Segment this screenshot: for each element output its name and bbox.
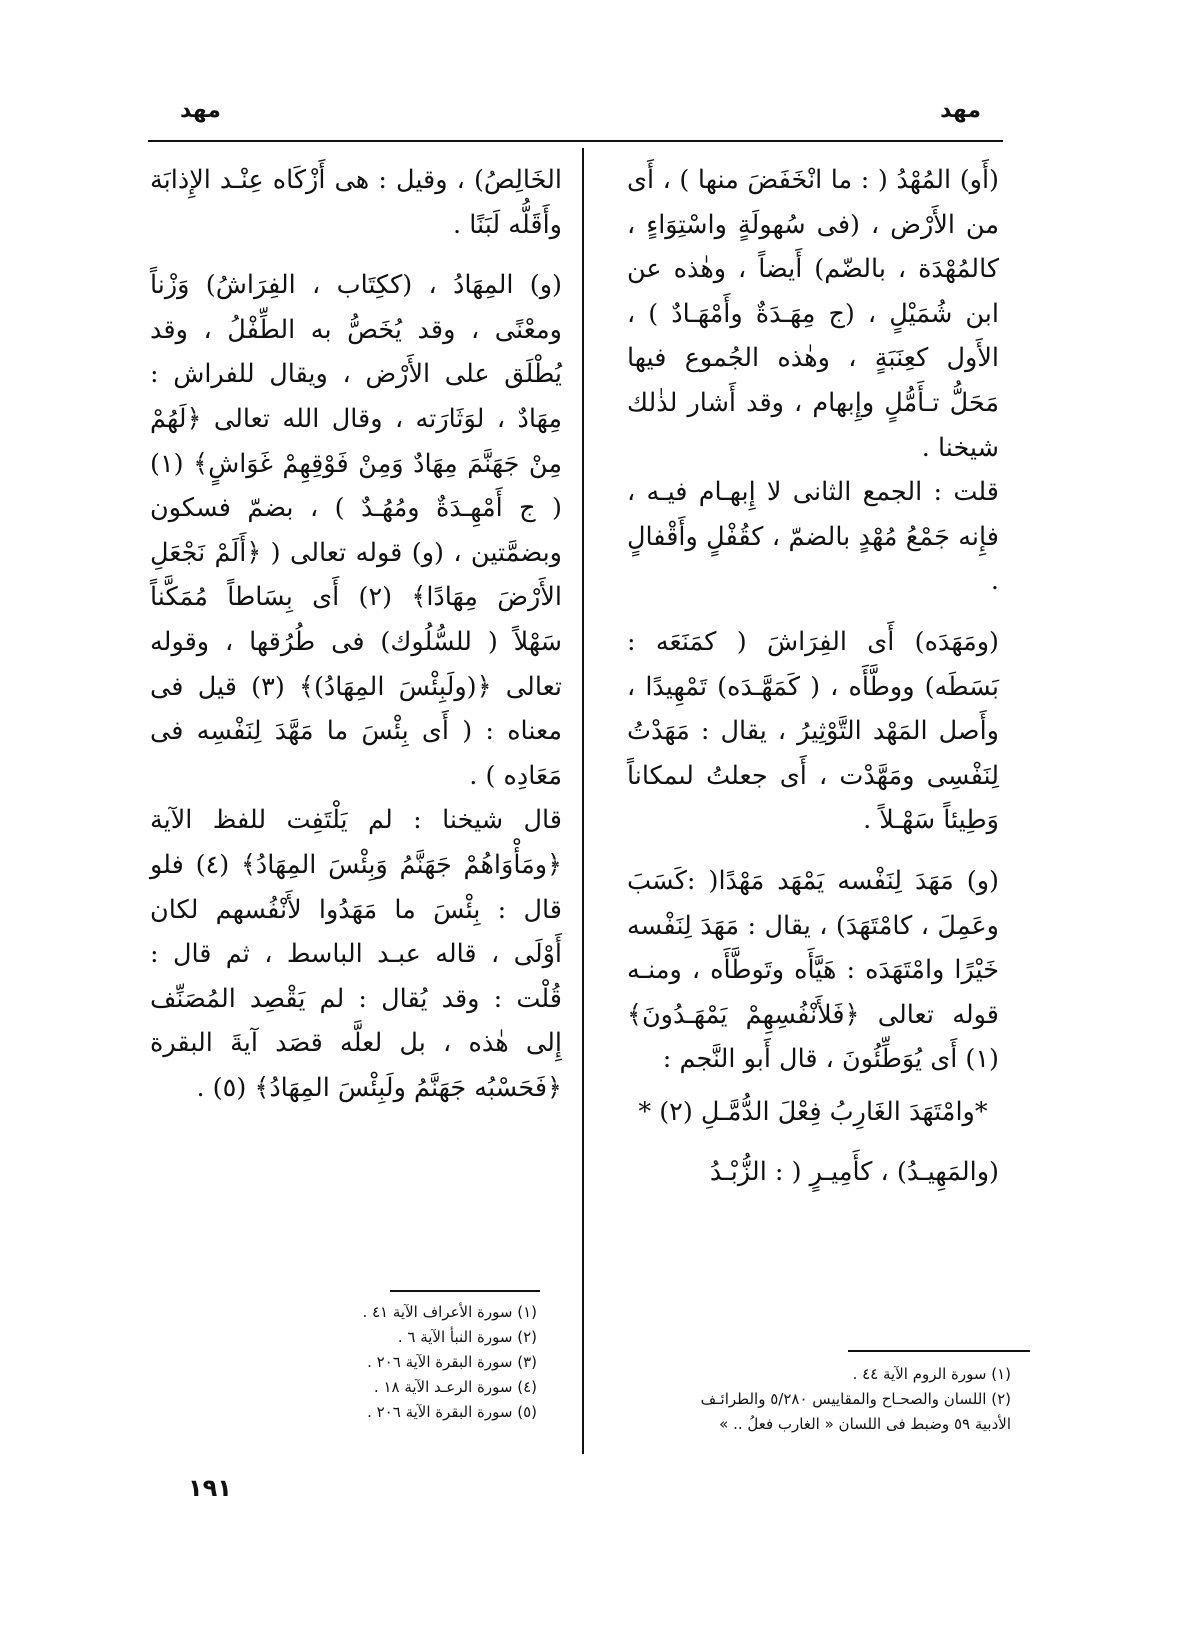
paragraph: قال شيخنا : لم يَلْتَفِت للفظ الآية ﴿ومَأْوَاهُمْ جَهَنَّمُ وَبِئْسَ المِهَادُ﴾ (٤) فلو قال : بِئْسَ ما مَهَدُوا لأَنْفُسهم لكان أَوْلَى ، قاله عبـد الباسط ، ثم قال : قُلْت : وقد يُقال : لم يَقْصِد المُصَنِّف إِلى هٰذه ، بل لعلَّه قصَد آيةَ البقرة ﴿فَحَسْبُه جَهَنَّمُ ولَبِئْسَ المِهَادُ﴾ (٥) . [150, 805, 562, 1103]
paragraph: (و) المِهَادُ ، (ككِتَاب ، الفِرَاشُ) وَزْناً ومعْنًى ، وقد يُخَصُّ به الطِّفْلُ ، وقد يُطْلَق على الأَرْض ، ويقال للفراش : مِهَادٌ ، لوَثَارَته ، وقال الله تعالى ﴿لَهُمْ مِنْ جَهَنَّمَ مِهَادٌ وَمِنْ فَوْقِهِمْ غَوَاشٍ﴾ (١) ( ج أَمْهِـدَةٌ ومُهُـدٌ ) ، بضمّ فسكون وبضمَّتين ، (و) قوله تعالى ( ﴿أَلَمْ نَجْعَلِ الأَرْضَ مِهَادًا﴾ (٢) أَى بِسَاطاً مُمَكَّناً سَهْلاً ( للسُّلُوك) فى طُرُقها ، وقوله تعالى ﴿(ولَبِئْسَ المِهَادُ)﴾ (٣) قيل فى معناه : ( أَى بِئْسَ ما مَهَّدَ لِنَفْسِه فى مَعَادِه ) . [150, 270, 562, 791]
footnote-rule-right [848, 1350, 1030, 1352]
page-number: ١٩١ [188, 1474, 232, 1502]
left-column [150, 158, 562, 1110]
paragraph: قلت : الجمع الثانى لا إِبهـام فيـه ، فإِنه جَمْعُ مُهْدٍ بالضمّ ، كقُفْلٍ وأَقْفالٍ . [627, 477, 999, 597]
footnotes-left [237, 1300, 537, 1425]
footnote: (٢) اللسان والصحـاح والمقاييس ٥/٢٨٠ والطرائـف [700, 1390, 1011, 1408]
footnote: (٤) سورة الرعـد الآية ١٨ . [373, 1378, 537, 1396]
footnote: الأدبية ٥٩ وضبط فى اللسان « الغارب فعلُ .. » [719, 1415, 1011, 1433]
footnote: (١) سورة الأعراف الآية ٤١ . [362, 1303, 537, 1321]
poetry-verse: *وامْتَهَدَ الغَارِبُ فِعْلَ الدُّمَّـلِ (٢) * [638, 1096, 988, 1127]
header-keyword-left: مهد [180, 98, 221, 123]
footnote: (٢) سورة النبأ الآية ٦ . [397, 1328, 537, 1346]
paragraph: (و) مَهَدَ لِنَفْسه يَمْهَد مَهْدًا( :كَسَبَ وعَمِلَ ، كامْتَهَدَ) ، يقال : مَهَدَ لِنَفْسه خَيْرًا وامْتَهَدَه : هَيَّأَه وتَوطَّأَه ، ومنـه قوله تعالى ﴿فَلأَنْفُسِهِمْ يَمْهَـدُونَ﴾ (١) أَى يُوَطِّئُونَ ، قال أَبو النَّجم : [627, 865, 999, 1075]
footnote: (٥) سورة البقرة الآية ٢٠٦ . [367, 1403, 537, 1421]
header-keyword-right: مهد [940, 98, 981, 123]
footnote: (٣) سورة البقرة الآية ٢٠٦ . [367, 1353, 537, 1371]
paragraph: (أَو) المُهْدُ ( : ما انْخَفَضَ منها ) ، أَى من الأَرْض ، (فى سُهولَةٍ واسْتِوَاءٍ ، كالمُهْدَة ، بالضّم) أَيضاً ، وهٰذه عن ابن شُمَيْلٍ ، (ج مِهَـدَةٌ وأَمْهَـادٌ ) ، الأَول كعِنَبَةٍ ، وهٰذه الجُموع فيها مَحَلُّ تـأَمُّلٍ وإِبهام ، وقد أَشار لذٰلك شيخنا . [627, 165, 999, 463]
paragraph: (ومَهَدَه) أَى الفِرَاشَ ( كمَنَعَه : بَسَطَه) ووطَّأَه ، ( كَمَهَّـدَه) تَمْهِيدًا ، وأَصل المَهْد التَّوْثِيرُ ، يقال : مَهَدْتُ لِنَفْسِى ومَهَّدْت ، أَى جعلتُ لىمكاناً وَطِيئاً سَهْـلاً . [627, 626, 999, 836]
right-column [627, 158, 999, 1195]
footnote-rule-left [390, 1290, 540, 1292]
paragraph: الخَالِصُ) ، وقيل : هى أَزْكَاه عِنْـد الإِذابَة وأَقَلُّه لَبَنًا . [150, 165, 562, 240]
paragraph: (والمَهِيـدُ) ، كأَمِيـرٍ ( : الزُّبْـدُ [709, 1157, 999, 1188]
header-rule [148, 140, 1003, 142]
footnotes-right [611, 1362, 1011, 1437]
footnote: (١) سورة الروم الآية ٤٤ . [852, 1365, 1011, 1383]
column-divider [582, 148, 584, 1454]
